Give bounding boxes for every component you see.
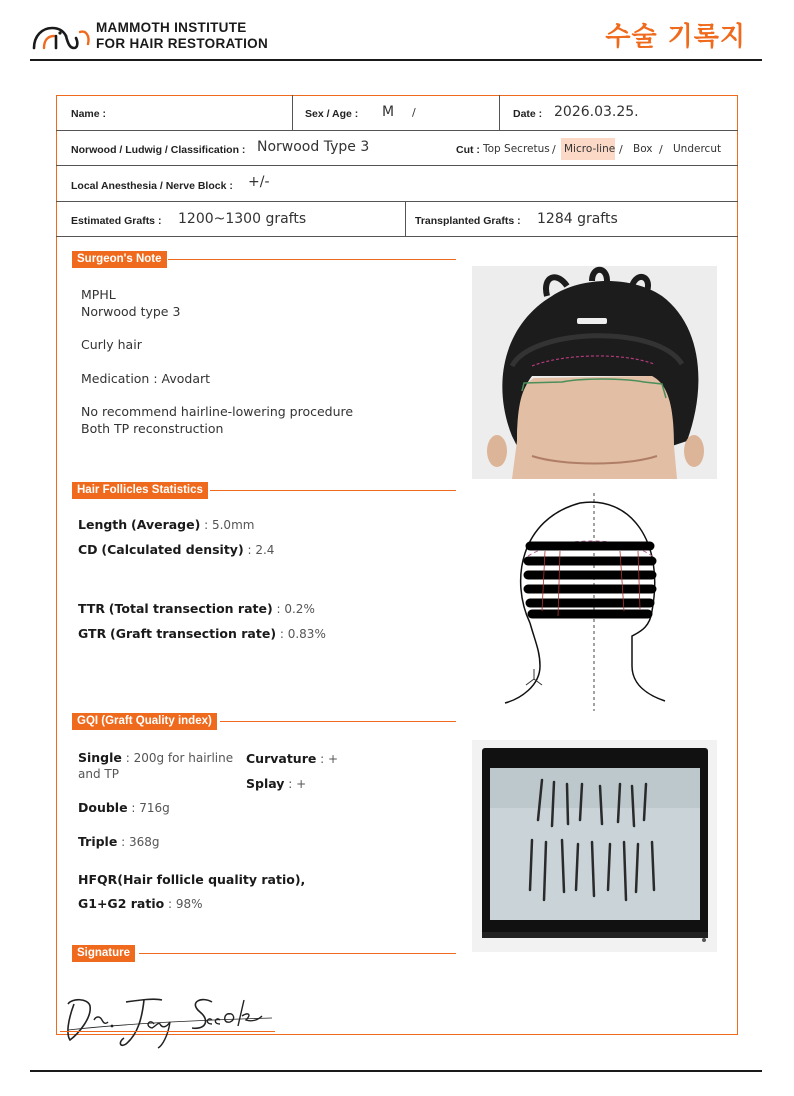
note-line: Curly hair <box>81 337 142 352</box>
note-line: No recommend hairline-lowering procedure <box>81 404 354 419</box>
cd-stat: CD (Calculated density) : 2.4 <box>78 542 275 557</box>
follicle-stats-header: Hair Follicles Statistics <box>72 482 208 499</box>
section-rule <box>210 490 456 491</box>
anesthesia-label: Local Anesthesia / Nerve Block : <box>71 180 233 192</box>
note-line: MPHL <box>81 287 116 302</box>
cut-separator: / <box>659 143 663 156</box>
note-line: Both TP reconstruction <box>81 421 224 436</box>
col-divider <box>499 95 500 130</box>
mammoth-logo-icon <box>30 18 94 52</box>
row-divider <box>56 130 738 131</box>
single-stat-cont: and TP <box>78 767 119 781</box>
double-stat: Double : 716g <box>78 800 170 815</box>
section-rule <box>139 953 456 954</box>
sex-age-label: Sex / Age : <box>305 108 359 120</box>
note-line: Norwood type 3 <box>81 304 181 319</box>
handwritten-signature <box>62 990 277 1052</box>
curvature-stat: Curvature : + <box>246 751 339 766</box>
document-title: 수술 기록지 <box>605 22 746 52</box>
name-label: Name : <box>71 108 107 120</box>
age-separator: / <box>412 106 416 119</box>
classification-field[interactable]: Norwood Type 3 <box>257 139 370 155</box>
triple-stat: Triple : 368g <box>78 834 160 849</box>
cut-option-micro-line[interactable]: Micro-line <box>564 143 616 155</box>
cut-option-undercut[interactable]: Undercut <box>673 143 722 155</box>
gqi-header: GQI (Graft Quality index) <box>72 713 217 730</box>
cut-option-top-secretus[interactable]: Top Secretus <box>483 143 550 155</box>
classification-label: Norwood / Ludwig / Classification : <box>71 144 246 156</box>
splay-stat: Splay : + <box>246 776 307 791</box>
date-field[interactable]: 2026.03.25. <box>554 104 639 120</box>
length-stat: Length (Average) : 5.0mm <box>78 517 255 532</box>
hfqr-stat: G1+G2 ratio : 98% <box>78 896 203 911</box>
ttr-stat: TTR (Total transection rate) : 0.2% <box>78 601 315 616</box>
surgeons-note-header: Surgeon's Note <box>72 251 167 268</box>
anesthesia-field[interactable]: +/- <box>248 174 270 190</box>
footer-rule <box>30 1070 762 1072</box>
cut-label: Cut : <box>456 144 480 156</box>
row-divider <box>56 236 738 237</box>
note-line: Medication : Avodart <box>81 371 211 386</box>
transplanted-grafts-label: Transplanted Grafts : <box>415 215 521 227</box>
signature-line <box>60 1031 275 1032</box>
section-rule <box>220 721 456 722</box>
row-divider <box>56 201 738 202</box>
transplanted-grafts-field[interactable]: 1284 grafts <box>537 211 618 227</box>
section-rule <box>168 259 456 260</box>
org-name-line2: FOR HAIR RESTORATION <box>96 36 269 51</box>
col-divider <box>292 95 293 130</box>
cut-separator: / <box>619 143 623 156</box>
sex-field[interactable]: M <box>382 104 395 120</box>
cut-separator: / <box>552 143 556 156</box>
signature-header: Signature <box>72 945 135 962</box>
patient-hairline-photo <box>472 266 717 479</box>
cut-option-box[interactable]: Box <box>633 143 653 155</box>
hfqr-label: HFQR(Hair follicle quality ratio), <box>78 872 306 887</box>
gtr-stat: GTR (Graft transection rate) : 0.83% <box>78 626 326 641</box>
estimated-grafts-label: Estimated Grafts : <box>71 215 162 227</box>
date-label: Date : <box>513 108 543 120</box>
single-stat: Single : 200g for hairline <box>78 750 234 765</box>
donor-area-diagram <box>500 491 670 713</box>
col-divider <box>405 201 406 236</box>
row-divider <box>56 165 738 166</box>
org-name-line1: MAMMOTH INSTITUTE <box>96 20 247 35</box>
estimated-grafts-field[interactable]: 1200~1300 grafts <box>178 211 307 227</box>
graft-microscope-photo <box>472 740 717 952</box>
header-rule <box>30 59 762 61</box>
